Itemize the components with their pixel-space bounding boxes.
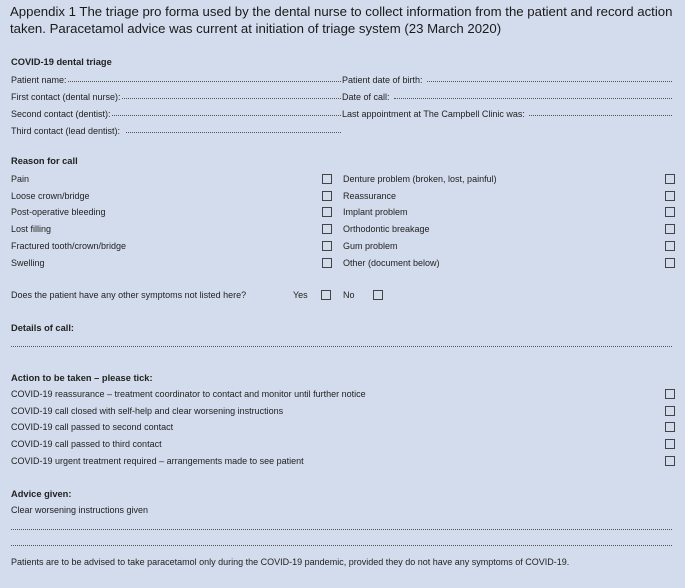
field-line — [68, 81, 341, 82]
field-label: Third contact (lead dentist): — [11, 126, 121, 136]
reason-item: Post-operative bleeding — [11, 207, 106, 218]
second-contact-field[interactable] — [11, 107, 341, 119]
field-label: Patient name: — [11, 75, 67, 85]
field-line — [427, 81, 672, 82]
reason-item: Denture problem (broken, lost, painful) — [343, 174, 497, 184]
action-heading: Action to be taken – please tick: — [11, 373, 153, 383]
field-label: First contact (dental nurse): — [11, 92, 121, 102]
reason-checkbox[interactable] — [665, 224, 675, 234]
reason-item: Gum problem — [343, 240, 398, 251]
advice-line-2[interactable] — [11, 545, 672, 546]
no-label: No — [343, 290, 355, 300]
field-label: Second contact (dentist): — [11, 109, 111, 119]
field-line — [112, 115, 341, 116]
action-checkbox[interactable] — [665, 439, 675, 449]
reason-item: Lost filling — [11, 224, 52, 235]
reason-checkbox[interactable] — [665, 241, 675, 251]
reason-item: Other (document below) — [343, 257, 440, 268]
reason-checkbox[interactable] — [665, 191, 675, 201]
field-line — [122, 98, 341, 99]
caption-line-1: Appendix 1 The triage pro forma used by the dental nurse to collect information from the patient and record action — [10, 4, 673, 19]
field-label: Patient date of birth: — [342, 75, 423, 85]
patient-name-field[interactable] — [11, 73, 341, 85]
field-line — [394, 98, 672, 99]
advice-heading: Advice given: — [11, 489, 72, 499]
action-item: COVID-19 call passed to third contact — [11, 439, 162, 450]
details-heading: Details of call: — [11, 323, 75, 333]
reason-checkbox[interactable] — [665, 174, 675, 184]
reason-checkbox[interactable] — [322, 174, 332, 184]
field-label: Last appointment at The Campbell Clinic was: — [342, 109, 525, 119]
advice-line-1[interactable] — [11, 529, 672, 530]
other-symptoms-question: Does the patient have any other symptoms not listed here? — [11, 290, 247, 300]
advice-text: Clear worsening instructions given — [11, 505, 149, 515]
action-checkbox[interactable] — [665, 422, 675, 432]
reason-item: Reassurance — [343, 190, 397, 201]
reason-checkbox[interactable] — [665, 258, 675, 268]
reason-item: Loose crown/bridge — [11, 190, 90, 201]
reason-item: Implant problem — [343, 207, 408, 218]
reason-item: Orthodontic breakage — [343, 224, 430, 235]
reason-checkbox[interactable] — [322, 241, 332, 251]
reason-checkbox[interactable] — [322, 224, 332, 234]
first-contact-field[interactable] — [11, 90, 341, 102]
triage-heading: COVID-19 dental triage — [11, 57, 112, 67]
reason-checkbox[interactable] — [322, 258, 332, 268]
reason-checkbox[interactable] — [322, 207, 332, 217]
action-item: COVID-19 urgent treatment required – arrangements made to see patient — [11, 455, 304, 466]
yes-label: Yes — [293, 290, 308, 300]
action-checkbox[interactable] — [665, 406, 675, 416]
reason-checkbox[interactable] — [665, 207, 675, 217]
field-line — [529, 115, 672, 116]
last-appointment-field[interactable] — [342, 107, 672, 119]
reason-item: Swelling — [11, 257, 45, 268]
field-label: Date of call: — [342, 92, 390, 102]
dob-field[interactable] — [342, 73, 672, 85]
field-line — [126, 132, 341, 133]
reason-heading: Reason for call — [11, 156, 78, 166]
caption-line-2: taken. Paracetamol advice was current at initiation of triage system (23 March 2020) — [10, 21, 502, 36]
yes-checkbox[interactable] — [321, 290, 331, 300]
date-of-call-field[interactable] — [342, 90, 672, 102]
third-contact-field[interactable] — [11, 124, 341, 136]
reason-item: Fractured tooth/crown/bridge — [11, 240, 127, 251]
action-item: COVID-19 call closed with self-help and clear worsening instructions — [11, 405, 284, 416]
action-item: COVID-19 call passed to second contact — [11, 422, 174, 433]
reason-item: Pain — [11, 174, 30, 184]
action-checkbox[interactable] — [665, 389, 675, 399]
action-checkbox[interactable] — [665, 456, 675, 466]
no-checkbox[interactable] — [373, 290, 383, 300]
footer-note: Patients are to be advised to take paracetamol only during the COVID-19 pandemic, provided they do not have any symptoms of COVID-19. — [11, 557, 570, 567]
details-line[interactable] — [11, 346, 672, 347]
action-item: COVID-19 reassurance – treatment coordinator to contact and monitor until further notice — [11, 389, 366, 399]
reason-checkbox[interactable] — [322, 191, 332, 201]
